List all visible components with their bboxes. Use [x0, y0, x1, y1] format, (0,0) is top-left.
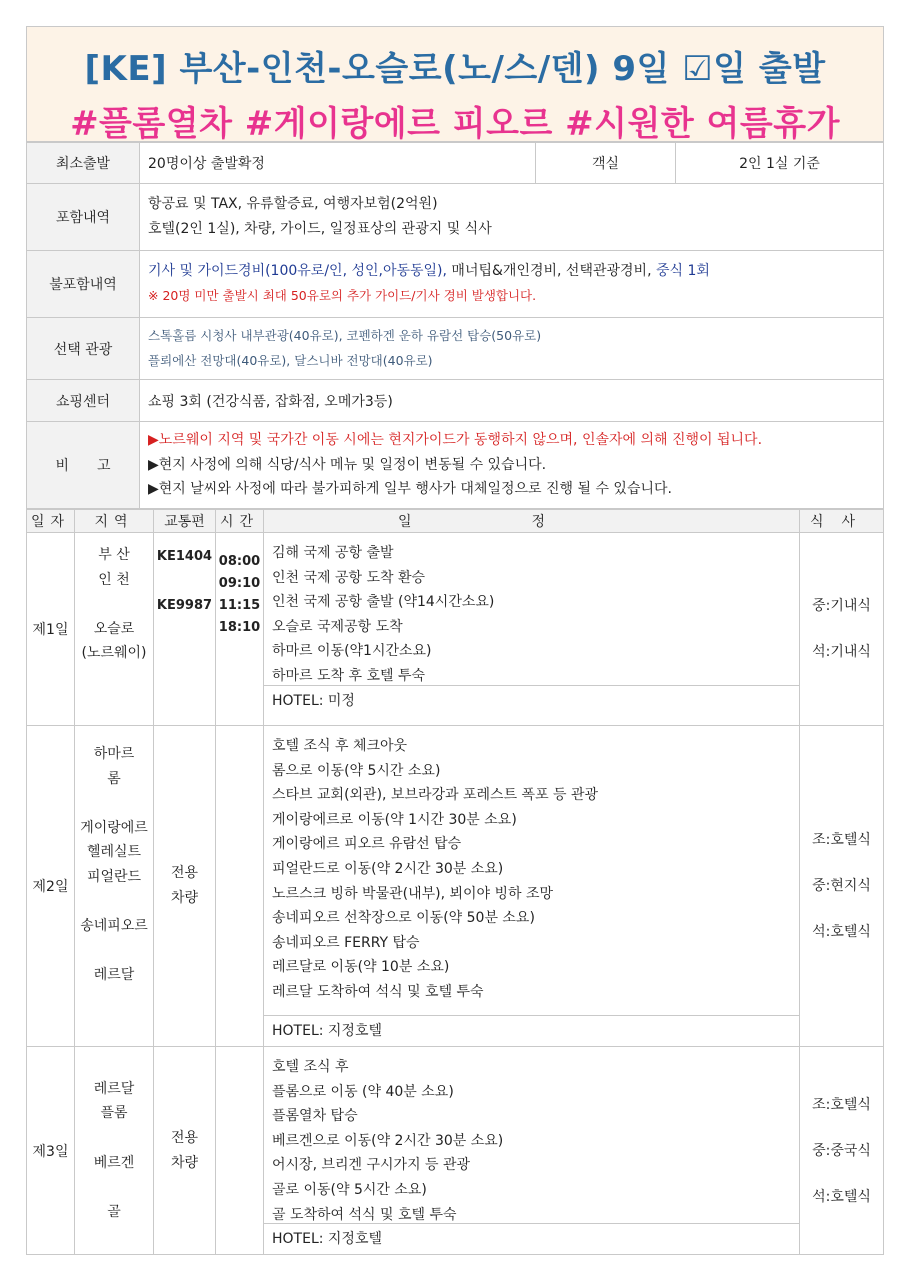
- header-time: 시간: [216, 510, 264, 533]
- header-itinerary: 일정: [264, 510, 800, 533]
- title-banner: [26, 26, 884, 142]
- room-label: 객실: [536, 143, 676, 184]
- flight-number: KE9987: [156, 598, 213, 614]
- time-value: 11:15: [218, 598, 261, 613]
- itinerary-item: 오슬로 국제공항 도착: [272, 618, 403, 635]
- schedule-day-row: [27, 726, 884, 1047]
- itinerary-item: 호텔 조식 후 체크아웃: [272, 738, 408, 754]
- remark-line: ▶노르웨이 지역 및 국가간 이동 시에는 현지가이드가 동행하지 않으며, 인솔자에 의해 진행이 됩니다.: [148, 432, 763, 449]
- region-name: 헬레실트: [86, 844, 142, 861]
- optional-label: 선택 관광: [27, 318, 140, 380]
- time-value: 08:00: [218, 554, 261, 569]
- header-transport: 교통편: [154, 510, 216, 533]
- day-times: [216, 726, 264, 1047]
- day-meals: [800, 726, 884, 1047]
- itinerary-item: 송네피오르 FERRY 탑승: [272, 934, 420, 951]
- included-label: 포함내역: [27, 184, 140, 251]
- excluded-guide-fee: 기사 및 가이드경비(100유로/인, 성인,아동동일),: [148, 263, 447, 280]
- region-name: 게이랑에르: [80, 819, 148, 836]
- meal-item: 중:현지식: [812, 878, 871, 894]
- region-name: 송네피오르: [80, 918, 148, 935]
- region-name: 레르달: [93, 967, 135, 984]
- meal-item: 조:호텔식: [812, 1096, 871, 1113]
- region-name: (노르웨이): [81, 645, 147, 662]
- day-meals: [800, 533, 884, 726]
- time-value: 18:10: [218, 620, 261, 635]
- excluded-lunch: 중식 1회: [655, 263, 710, 280]
- excluded-note: ※ 20명 미만 출발시 최대 50유로의 추가 가이드/기사 경비 발생합니다.: [148, 288, 537, 303]
- min-depart-value: 20명이상 출발확정: [140, 143, 536, 184]
- itinerary-item: 피얼란드로 이동(약 2시간 30분 소요): [272, 860, 504, 877]
- optional-line: 스톡홀름 시청사 내부관광(40유로), 코펜하겐 운하 유람선 탑승(50유로): [148, 327, 542, 343]
- shopping-value: 쇼핑 3회 (건강식품, 잡화점, 오메가3등): [140, 380, 884, 422]
- region-name: 부 산: [98, 547, 130, 563]
- schedule-header-row: [27, 510, 884, 533]
- day-regions: [75, 726, 154, 1047]
- hotel-info: HOTEL: 지정호텔: [264, 1015, 799, 1046]
- day-times: [216, 533, 264, 726]
- included-line: 항공료 및 TAX, 유류할증료, 여행자보험(2억원): [148, 196, 438, 213]
- meal-item: 석:기내식: [812, 644, 871, 660]
- remark-line: ▶현지 사정에 의해 식당/식사 메뉴 및 일정이 변동될 수 있습니다.: [148, 456, 547, 473]
- tour-title: [KE] 부산-인천-오슬로(노/스/덴) 9일 ☑일 출발: [84, 49, 826, 89]
- tour-document: [26, 26, 884, 1255]
- remark-line: ▶현지 날씨와 사정에 따라 불가피하게 일부 행사가 대체일정으로 진행 될 수 있습니다.: [148, 481, 672, 498]
- itinerary-item: 인천 국제 공항 도착 환승: [272, 569, 426, 586]
- day-regions: [75, 1047, 154, 1255]
- itinerary-item: 플롬으로 이동 (약 40분 소요): [272, 1083, 454, 1100]
- meal-item: 중:기내식: [812, 598, 871, 614]
- transport-label: 전용: [170, 865, 199, 882]
- optional-line: 플뢰에산 전망대(40유로), 달스니바 전망대(40유로): [148, 352, 433, 368]
- region-name: 골: [107, 1203, 121, 1220]
- meal-item: 조:호텔식: [812, 832, 871, 848]
- day-transport: [154, 1047, 216, 1255]
- min-depart-label: 최소출발: [27, 143, 140, 184]
- meal-item: 석:호텔식: [812, 1188, 871, 1205]
- day-label: 제1일: [27, 533, 75, 726]
- itinerary-item: 인천 국제 공항 출발 (약14시간소요): [272, 594, 495, 611]
- included-value: [140, 184, 884, 251]
- meal-item: 석:호텔식: [812, 924, 871, 940]
- day-itinerary: [264, 726, 800, 1047]
- excluded-value: [140, 251, 884, 318]
- day-label: 제2일: [27, 726, 75, 1047]
- transport-label: 차량: [170, 1154, 199, 1171]
- itinerary-item: 레르달 도착하여 석식 및 호텔 투숙: [272, 983, 484, 1000]
- time-value: 09:10: [218, 576, 261, 591]
- region-name: 플롬: [100, 1105, 128, 1122]
- region-name: 피얼란드: [86, 868, 142, 885]
- region-name: 롬: [107, 770, 121, 787]
- itinerary-item: 송네피오르 선착장으로 이동(약 50분 소요): [272, 910, 535, 927]
- itinerary-item: 스타브 교회(외관), 보브라강과 포레스트 폭포 등 관광: [272, 787, 599, 804]
- header-day: 일자: [27, 510, 75, 533]
- itinerary-item: 노르스크 빙하 박물관(내부), 뵈이야 빙하 조망: [272, 885, 554, 902]
- region-name: 하마르: [93, 746, 135, 762]
- schedule-day-row: [27, 1047, 884, 1255]
- itinerary-item: 골 도착하여 석식 및 호텔 투숙: [272, 1206, 457, 1223]
- transport-label: 전용: [170, 1129, 199, 1146]
- flight-number: KE1404: [156, 549, 213, 564]
- room-value: 2인 1실 기준: [676, 143, 884, 184]
- schedule-day-row: [27, 533, 884, 726]
- hotel-info: HOTEL: 지정호텔: [264, 1223, 799, 1254]
- schedule-table: [26, 509, 884, 1255]
- itinerary-item: 골로 이동(약 5시간 소요): [272, 1181, 427, 1198]
- day-transport: [154, 726, 216, 1047]
- itinerary-item: 하마르 도착 후 호텔 투숙: [272, 667, 426, 684]
- region-name: 오슬로: [93, 620, 135, 637]
- day-itinerary: [264, 1047, 800, 1255]
- itinerary-item: 게이랑에르 피오르 유람선 탑승: [272, 836, 462, 853]
- excluded-misc: 매너팁&개인경비, 선택관광경비,: [446, 263, 656, 280]
- meal-item: 중:중국식: [812, 1142, 871, 1159]
- itinerary-item: 플롬열차 탑승: [272, 1108, 358, 1125]
- day-regions: [75, 533, 154, 726]
- hotel-info: HOTEL: 미정: [264, 685, 799, 716]
- region-name: 레르달: [93, 1080, 135, 1097]
- itinerary-item: 롬으로 이동(약 5시간 소요): [272, 762, 441, 779]
- day-times: [216, 1047, 264, 1255]
- header-region: 지역: [75, 510, 154, 533]
- itinerary-item: 레르달로 이동(약 10분 소요): [272, 959, 450, 976]
- itinerary-item: 게이랑에르로 이동(약 1시간 30분 소요): [272, 811, 517, 828]
- itinerary-item: 베르겐으로 이동(약 2시간 30분 소요): [272, 1132, 504, 1149]
- info-table: [26, 142, 884, 509]
- itinerary-item: 하마르 이동(약1시간소요): [272, 643, 432, 660]
- region-name: 인 천: [98, 571, 130, 588]
- day-transport: [154, 533, 216, 726]
- day-label: 제3일: [27, 1047, 75, 1255]
- day-meals: [800, 1047, 884, 1255]
- header-meal: 식사: [800, 510, 884, 533]
- day-itinerary: [264, 533, 800, 726]
- excluded-label: 불포함내역: [27, 251, 140, 318]
- remarks-value: [140, 422, 884, 509]
- itinerary-item: 호텔 조식 후: [272, 1059, 349, 1075]
- itinerary-item: 김해 국제 공항 출발: [272, 545, 394, 561]
- remarks-label: 비 고: [27, 422, 140, 509]
- included-line: 호텔(2인 1실), 차량, 가이드, 일정표상의 관광지 및 식사: [148, 221, 492, 237]
- transport-label: 차량: [170, 890, 199, 906]
- shopping-label: 쇼핑센터: [27, 380, 140, 422]
- itinerary-item: 어시장, 브리겐 구시가지 등 관광: [272, 1157, 471, 1174]
- tour-hashtags: #플롬열차 #게이랑에르 피오르 #시원한 여름휴가: [70, 104, 840, 144]
- region-name: 베르겐: [93, 1154, 135, 1171]
- optional-value: [140, 318, 884, 380]
